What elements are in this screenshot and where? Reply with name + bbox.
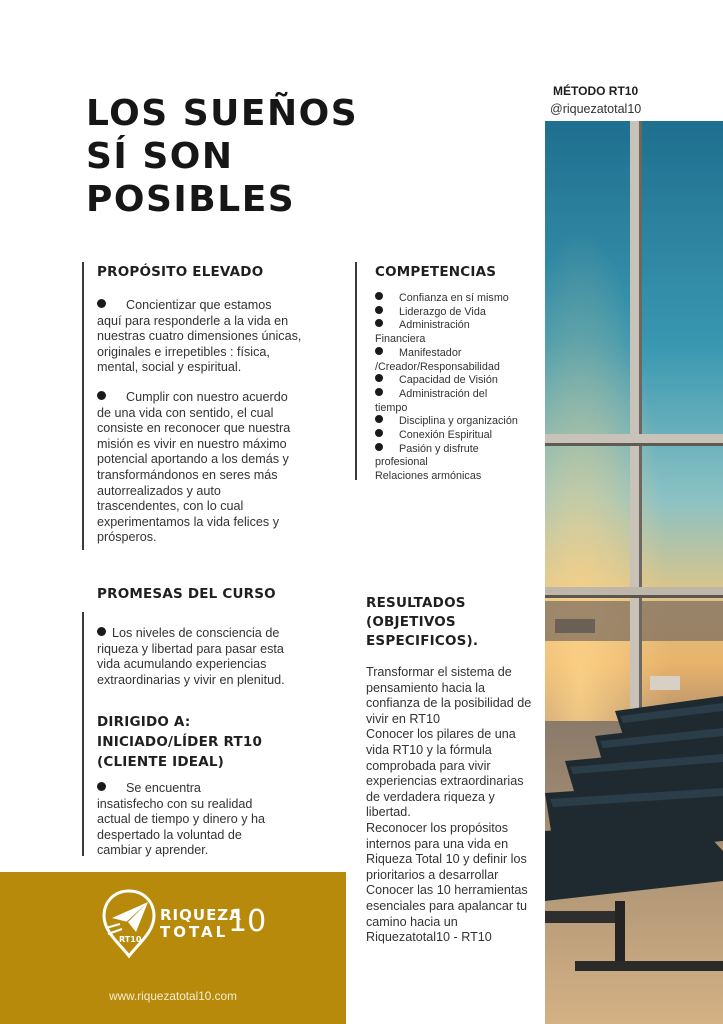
text-line: Se encuentra [97, 781, 312, 797]
bullet-icon [375, 319, 383, 327]
competencia-item: Relaciones armónicas [375, 470, 482, 483]
text-line: Cumplir con nuestro acuerdo [97, 390, 312, 406]
logo-number: 10 [228, 904, 267, 939]
resultados-heading [366, 594, 478, 651]
text-line: comprobada para vivir [366, 758, 491, 773]
heading-line: ESPECIFICOS). [366, 633, 479, 649]
competencia-item: Administración [375, 319, 540, 333]
text-line: Conocer los pilares de una [366, 727, 516, 742]
text-line: insatisfecho con su realidad [97, 796, 253, 811]
bullet-icon [97, 299, 106, 308]
bullet-icon [375, 415, 383, 423]
text-line: internos para una vida en [366, 836, 509, 851]
brand-handle: @riquezatotal10 [550, 102, 642, 116]
heading-line: (CLIENTE IDEAL) [97, 754, 225, 770]
text-line: Conocer las 10 herramientas [366, 883, 528, 898]
resultados-text [366, 665, 541, 946]
page-title [86, 92, 358, 221]
text-line: libertad. [366, 805, 411, 820]
bullet-icon [375, 292, 383, 300]
paper-plane-icon [112, 902, 148, 932]
text-line: consiste en reconocer que nuestra [97, 421, 291, 436]
logo-badge: RT10 [119, 935, 142, 944]
text-line: Concientizar que estamos [97, 298, 312, 314]
heading-line: (OBJETIVOS [366, 614, 456, 630]
text-line: potencial aportando a los demás y [97, 452, 289, 467]
dirigido-text [97, 781, 312, 859]
dirigido-heading [97, 712, 262, 772]
text-line: misión es vivir en nuestro máximo [97, 436, 287, 451]
bullet-icon [375, 429, 383, 437]
heading-line: INICIADO/LÍDER RT10 [97, 734, 263, 750]
competencia-item: Conexión Espiritual [375, 429, 540, 443]
text-line: autorrealizados y auto [97, 483, 221, 498]
logo-pin-icon [100, 888, 158, 960]
text-line: trascendentes, con lo cual [97, 499, 244, 514]
text-line: prioritarios a desarrollar [366, 867, 499, 882]
text-line: vivir en RT10 [366, 711, 440, 726]
competencia-item: Administración del [375, 388, 540, 402]
text-line: nuestras cuatro dimensiones únicas, [97, 329, 302, 344]
competencia-item: /Creador/Responsabilidad [375, 360, 500, 373]
text-line: Riquezatotal10 - RT10 [366, 930, 492, 945]
proposito-heading: PROPÓSITO ELEVADO [97, 264, 264, 280]
competencia-item: Pasión y disfrute [375, 443, 540, 457]
competencia-item: Liderazgo de Vida [375, 306, 540, 320]
text-line: experimentamos la vida felices y [97, 514, 279, 529]
text-line: esenciales para apalancar tu [366, 898, 528, 913]
proposito-paragraph-2 [97, 390, 312, 546]
heading-line: DIRIGIDO A: [97, 714, 191, 730]
bullet-icon [375, 306, 383, 314]
bullet-icon [375, 374, 383, 382]
competencia-item: tiempo [375, 401, 408, 414]
bullet-icon [375, 443, 383, 451]
text-line: transformándonos en seres más [97, 467, 278, 482]
text-line: actual de tiempo y dinero y ha [97, 812, 266, 827]
text-line: confianza de la posibilidad de [366, 696, 532, 711]
competencias-heading: COMPETENCIAS [375, 264, 497, 280]
competencia-item: Capacidad de Visión [375, 374, 540, 388]
heading-line: RESULTADOS [366, 595, 466, 611]
title-line: SÍ SON [86, 136, 234, 177]
text-line: vida acumulando experiencias [97, 657, 267, 672]
title-line: LOS SUEÑOS [86, 93, 359, 134]
brand-name: MÉTODO RT10 [553, 84, 639, 98]
text-line: camino hacia un [366, 914, 458, 929]
competencia-item: Confianza en sí mismo [375, 292, 540, 306]
competencia-item: profesional [375, 456, 428, 469]
text-line: de verdadera riqueza y [366, 789, 495, 804]
logo-word-riqueza: RIQUEZA [160, 906, 242, 924]
bullet-icon [375, 347, 383, 355]
competencias-list [375, 292, 540, 484]
text-line: Transformar el sistema de [366, 665, 512, 679]
text-line: Riqueza Total 10 y definir los [366, 852, 527, 867]
text-line: de una vida con sentido, el cual [97, 405, 274, 420]
text-line: prósperos. [97, 530, 157, 545]
text-line: pensamiento hacia la [366, 680, 486, 695]
airport-photo [545, 121, 723, 1024]
brand-logo [100, 888, 270, 968]
text-line: mental, social y espiritual. [97, 360, 242, 375]
text-line: Reconocer los propósitos [366, 820, 509, 835]
section-divider [82, 262, 84, 550]
text-line: originales e irrepetibles : física, [97, 344, 270, 359]
bullet-icon [375, 388, 383, 396]
title-line: POSIBLES [86, 179, 296, 220]
text-line: riqueza y libertad para pasar esta [97, 641, 284, 656]
bullet-icon [97, 782, 106, 791]
promesas-text [97, 626, 312, 688]
text-line: Los niveles de consciencia de [97, 626, 312, 642]
section-divider [355, 262, 357, 480]
section-divider [82, 612, 84, 856]
competencia-item: Disciplina y organización [375, 415, 540, 429]
text-line: experiencias extraordinarias [366, 774, 524, 789]
competencia-item: Manifestador [375, 347, 540, 361]
text-line: vida RT10 y la fórmula [366, 742, 492, 757]
text-line: despertado la voluntad de [97, 827, 242, 842]
text-line: cambiar y aprender. [97, 843, 209, 858]
bullet-icon [97, 627, 106, 636]
text-line: extraordinarias y vivir en plenitud. [97, 672, 285, 687]
logo-word-total: TOTAL [160, 923, 229, 941]
website-link[interactable]: www.riquezatotal10.com [109, 989, 237, 1003]
promesas-heading: PROMESAS DEL CURSO [97, 586, 276, 602]
bullet-icon [97, 391, 106, 400]
proposito-paragraph-1 [97, 298, 312, 376]
text-line: aquí para responderle a la vida en [97, 313, 289, 328]
competencia-item: Financiera [375, 333, 426, 346]
